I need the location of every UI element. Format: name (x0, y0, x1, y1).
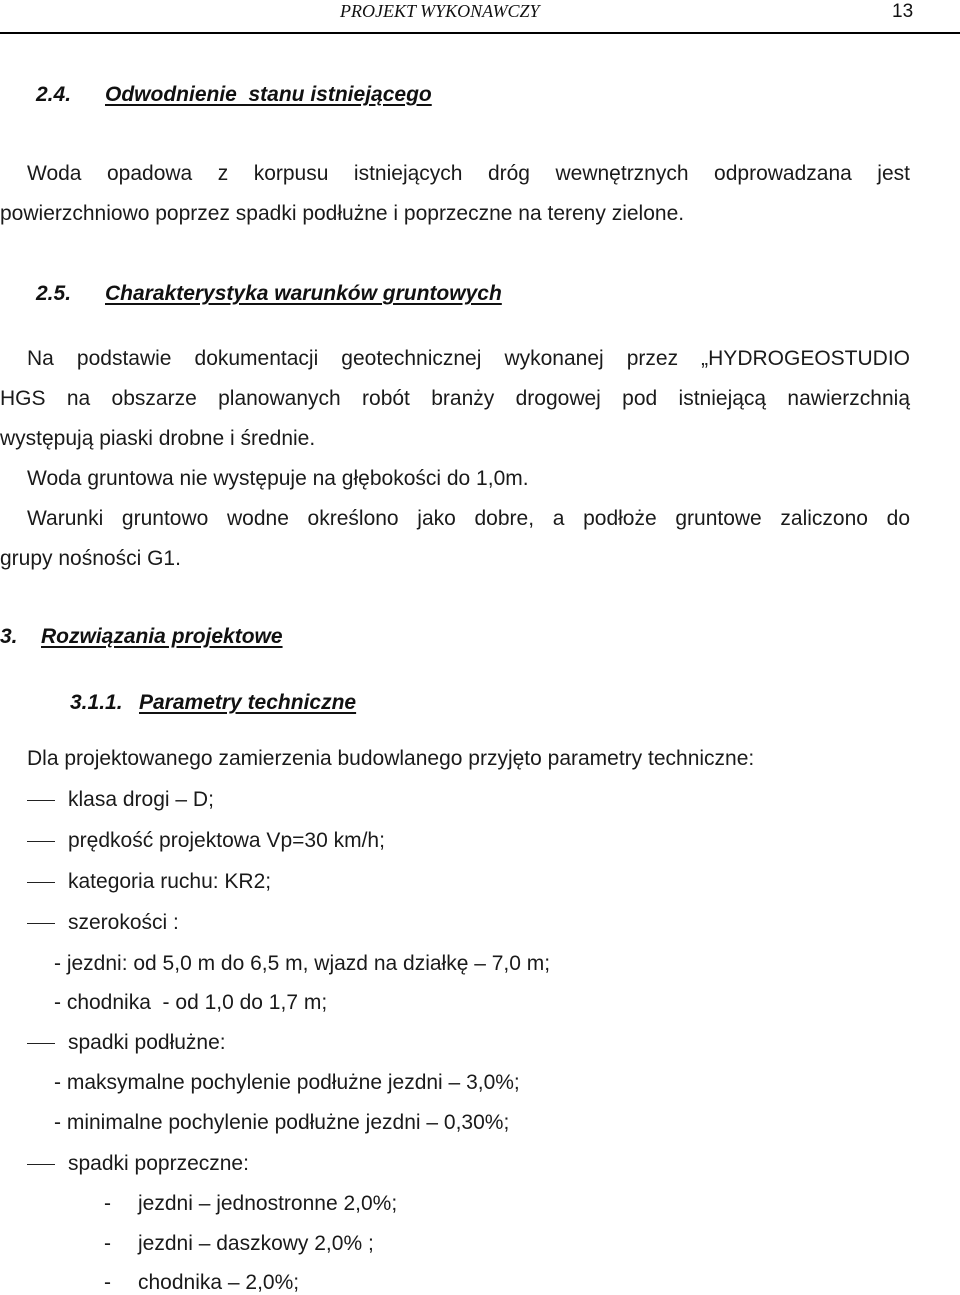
paragraph-line: Dla projektowanego zamierzenia budowlanego przyjęto parametry techniczne: (27, 747, 755, 770)
list-subitem: chodnika – 2,0%; (138, 1271, 300, 1294)
subitem-dash: - (104, 1232, 111, 1255)
list-subitem: - jezdni: od 5,0 m do 6,5 m, wjazd na działkę – 7,0 m; (54, 952, 551, 975)
paragraph-line: Woda opadowa z korpusu istniejących dróg wewnętrznych odprowadzana jest (27, 162, 910, 185)
page-number: 13 (892, 1, 914, 22)
section-3-1-1-heading (70, 691, 357, 715)
header-title: PROJEKT WYKONAWCZY (340, 1, 540, 21)
bullet-dash (27, 923, 55, 924)
section-number: 3.1.1. (70, 691, 123, 714)
bullet-dash (27, 882, 55, 883)
list-item: klasa drogi – D; (68, 788, 214, 811)
paragraph-line: Na podstawie dokumentacji geotechnicznej wykonanej przez „HYDROGEOSTUDIO (27, 347, 910, 370)
list-subitem: - chodnika - od 1,0 do 1,7 m; (54, 991, 328, 1014)
section-title: Parametry techniczne (139, 691, 357, 714)
list-item: prędkość projektowa Vp=30 km/h; (68, 829, 385, 852)
section-2-5-heading (36, 282, 502, 306)
list-item: szerokości : (68, 911, 179, 934)
section-title: Rozwiązania projektowe (41, 625, 283, 648)
subitem-dash: - (104, 1192, 111, 1215)
list-subitem: jezdni – jednostronne 2,0%; (138, 1192, 398, 1215)
list-item: spadki poprzeczne: (68, 1152, 249, 1175)
bullet-dash (27, 841, 55, 842)
paragraph-line: Woda gruntowa nie występuje na głębokości do 1,0m. (27, 467, 529, 490)
list-item: spadki podłużne: (68, 1031, 226, 1054)
list-subitem: - minimalne pochylenie podłużne jezdni – 0,30%; (54, 1111, 510, 1134)
section-title: Odwodnienie stanu istniejącego (105, 83, 432, 106)
paragraph-line: Warunki gruntowo wodne określono jako dobre, a podłoże gruntowe zaliczono do (27, 507, 910, 530)
paragraph-line: grupy nośności G1. (0, 547, 181, 570)
section-number: 2.4. (36, 83, 72, 106)
list-item: kategoria ruchu: KR2; (68, 870, 272, 893)
paragraph-line: HGS na obszarze planowanych robót branży drogowej pod istniejącą nawierzchnią (0, 387, 910, 410)
bullet-dash (27, 1043, 55, 1044)
section-title: Charakterystyka warunków gruntowych (105, 282, 502, 305)
list-subitem: jezdni – daszkowy 2,0% ; (138, 1232, 374, 1255)
list-subitem: - maksymalne pochylenie podłużne jezdni – 3,0%; (54, 1071, 520, 1094)
subitem-dash: - (104, 1271, 111, 1294)
page-header (0, 0, 960, 34)
section-2-4-heading (36, 83, 432, 107)
bullet-dash (27, 800, 55, 801)
section-3-heading (0, 625, 283, 649)
section-number: 2.5. (36, 282, 72, 305)
paragraph-line: powierzchniowo poprzez spadki podłużne i poprzeczne na tereny zielone. (0, 202, 685, 225)
bullet-dash (27, 1164, 55, 1165)
section-number: 3. (0, 625, 18, 648)
paragraph-line: występują piaski drobne i średnie. (0, 427, 316, 450)
